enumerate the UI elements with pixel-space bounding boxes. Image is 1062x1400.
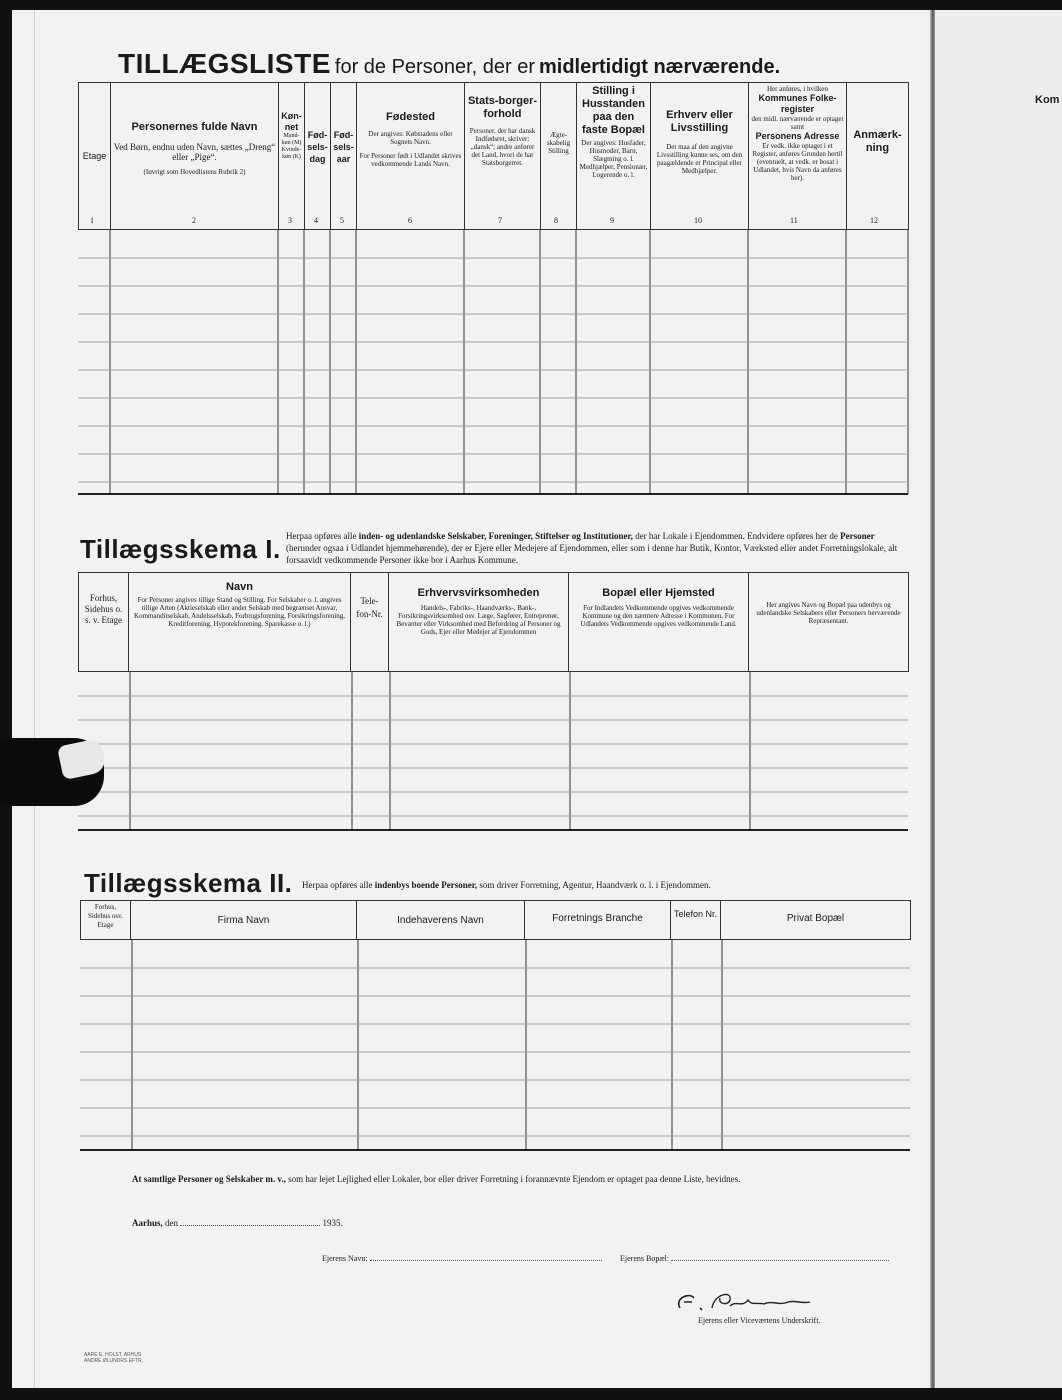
col-folkeregister: Her anføres, i hvilken Kommunes Folke-register den midl. nærværende er optaget samt Personens Adresse Er vedk. ikke optaget i et Register, anføres Grunden hertil (eventuelt, at vedk. er bosat i Udlandet, hvis Navn da anføres her). — [749, 83, 847, 230]
s1-col-bopael: Bopæl eller Hjemsted For Indlandets Vedkommende opgives vedkommende Kommune og den nærmere Adresse i Kommunen. For Udlandets Vedkommende opgives vedkommende Land. — [569, 573, 749, 672]
col-aegteskab: Ægte-skabelig Stilling — [541, 83, 577, 230]
tillaegsliste-body — [78, 230, 910, 496]
col-erhverv: Erhverv eller Livsstilling Det maa af den angivne Livsstilling kunne ses, om den paagældende er Principal eller Medhjælper. — [651, 83, 749, 230]
s1-col-navn: Navn For Personer angives tillige Stand og Stilling. For Selskaber o. l. angives tillige Arten (Aktieselskab eller andet Selskab med begrænset Ansvar, Kommanditselskab, Andelsselskab, Forbrugsforening, Forsikringsforening, Kreditforening, Hypotekforening, Sparekasse o. l.) — [129, 573, 351, 672]
s2-col-branche: Forretnings Branche — [525, 901, 671, 940]
col-statsborger: Stats-borger-forhold Personer, der har dansk Indfødsret, skriver: „dansk“; andre anfører det Land, hvori de har Statsborgerret. — [465, 83, 541, 230]
skema1-description: Herpaa opføres alle inden- og udenlandske Selskaber, Foreninger, Stiftelser og Institutioner, der har Lokale i Ejendommen. Endvidere opføres her de Personer (herunder ogsaa i Udlandet hjemmehørende), der er Ejere eller Medejere af Ejendommen, eller som i denne har Butik, Kontor, Værksted eller andet Forretningslokale, alt forsaavidt vedkommende Personer ikke bor i Aarhus Kommune. — [286, 531, 898, 565]
main-title — [118, 48, 780, 80]
next-page-fragment: Kom — [1035, 94, 1060, 106]
s1-col-erhverv: Erhvervsvirksomheden Handels-, Fabriks-, Haandværks-, Bank-, Forsikringsvirksomhed osv. Læge, Sagfører, Entreprenør, Beværter eller Virksomhed med Befordring af Personer og Gods, Ejer eller Medejer af Ejendommen — [389, 573, 569, 672]
owner-name-line: Ejerens Navn: — [322, 1254, 602, 1263]
col-foedselsaar: Fød-sels-aar — [331, 83, 357, 230]
skema2-body — [80, 940, 912, 1154]
col-foedselsdag: Fød-sels-dag — [305, 83, 331, 230]
printer-mark: AARE E. HOLST, ARHUS ANDRE ØLUNDRS EFTR. — [84, 1352, 144, 1364]
skema1-header — [78, 572, 909, 672]
tillaegsliste-header — [78, 82, 909, 230]
s1-col-telefon: Tele-fon-Nr. — [351, 573, 389, 672]
main-title-bold: midlertidigt nærværende. — [539, 56, 781, 78]
page-margin-line — [34, 10, 35, 1388]
main-title-normal: for de Personer, der er — [334, 56, 535, 78]
s2-col-bopael: Privat Bopæl — [721, 901, 911, 940]
date-line: Aarhus, den 1935. — [132, 1218, 343, 1228]
col-anmaerkning: Anmærk-ning — [847, 83, 909, 230]
main-title-word: TILLÆGSLISTE — [118, 48, 331, 79]
col-foedested: Fødested Der angives: Købstadens eller Sognets Navn. For Personer født i Udlandet skrives vedkommende Lands Navn. — [357, 83, 465, 230]
s2-col-indehaver: Indehaverens Navn — [357, 901, 525, 940]
owner-address-line: Ejerens Bopæl: — [620, 1254, 889, 1263]
col-koen: Køn-net Mand-køn (M) Kvinde-køn (K) — [279, 83, 305, 230]
s1-col-repraesentant: Her angives Navn og Bopæl paa udenbys og udenlandske Selskabers eller Personers herværende Repræsentant. — [749, 573, 909, 672]
col-etage: Etage — [79, 83, 111, 230]
s2-col-telefon: Telefon Nr. — [671, 901, 721, 940]
s1-col-etage: Forhus, Sidehus o. s. v. Etage — [79, 573, 129, 672]
s2-col-etage: Forhus, Sidehus osv. Etage — [81, 901, 131, 940]
skema1-title: Tillægsskema I. — [80, 534, 281, 564]
signature-label: Ejerens eller Viceværtens Underskrift. — [698, 1316, 821, 1325]
col-stilling: Stilling i Husstanden paa den faste Bopæl Der angives: Husfader, Husmoder, Barn, Slægtning o. l. Medhjælper, Pensionær, Logerende o. l. — [577, 83, 651, 230]
s2-col-firma: Firma Navn — [131, 901, 357, 940]
next-page — [935, 10, 1062, 1388]
handwritten-signature — [672, 1286, 832, 1316]
skema2-description: Herpaa opføres alle indenbys boende Personer, som driver Forretning, Agentur, Haandværk o. l. i Ejendommen. — [302, 880, 711, 890]
col-navn: Personernes fulde Navn Ved Børn, endnu uden Navn, sættes „Dreng“ eller „Pige“. (Iøvrigt som Hovedlistens Rubrik 2) — [111, 83, 279, 230]
skema1-body — [78, 672, 910, 834]
attestation-text: At samtlige Personer og Selskaber m. v., som har lejet Lejlighed eller Lokaler, bor eller driver Forretning i forannævnte Ejendom er optaget paa denne Liste, bevidnes. — [132, 1174, 741, 1184]
skema2-title: Tillægsskema II. — [84, 868, 293, 898]
skema2-header — [80, 900, 911, 940]
